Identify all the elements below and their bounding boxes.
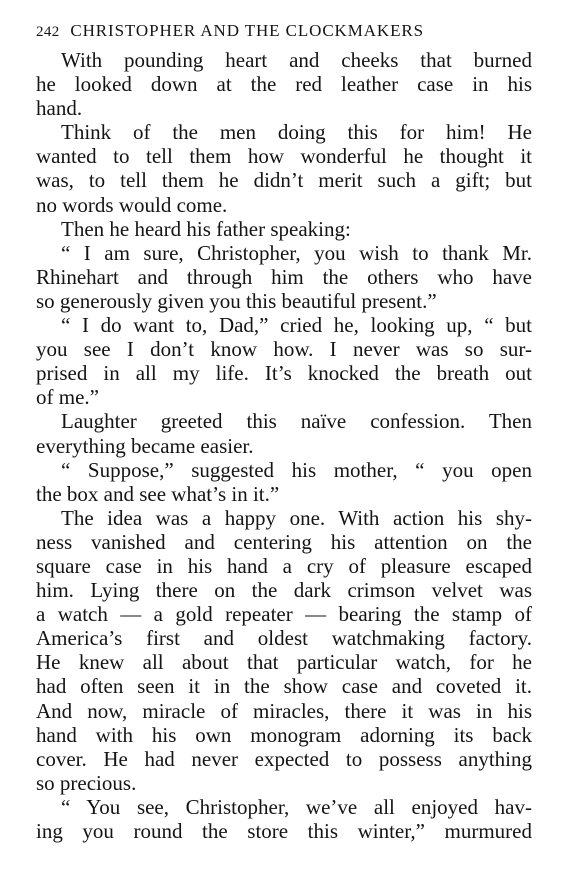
text-line: was, to tell them he didn’t merit such a gift; but [36, 168, 532, 193]
text-line: of me.” [36, 385, 99, 410]
book-page [36, 18, 532, 843]
text-line: hand. [36, 96, 83, 121]
text-line: Laughter greeted this naïve confession. Then [61, 409, 532, 434]
text-line: Rhinehart and through him the others who have [36, 264, 532, 289]
text-line: ing you round the store this winter,” murmured [36, 819, 532, 843]
text-line: wanted to tell them how wonderful he thought it [36, 144, 532, 169]
text-line: Think of the men doing this for him! He [61, 120, 532, 145]
text-line: square case in his hand a cry of pleasure escaped [36, 553, 532, 578]
text-line: The idea was a happy one. With action his shy- [61, 505, 532, 530]
text-line: him. Lying there on the dark crimson velvet was [36, 578, 532, 603]
body-text [36, 48, 532, 843]
text-line: “ You see, Christopher, we’ve all enjoyed hav- [61, 794, 532, 819]
text-line: everything became easier. [36, 433, 254, 458]
text-line: With pounding heart and cheeks that burned [61, 48, 532, 72]
page-number: 242 [36, 24, 60, 40]
text-line: you see I don’t know how. I never was so sur- [36, 337, 532, 362]
text-line: America’s first and oldest watchmaking factory. [36, 626, 532, 651]
text-line: And now, miracle of miracles, there it was in his [36, 698, 532, 723]
text-line: He knew all about that particular watch, for he [36, 650, 532, 675]
text-line: “ I do want to, Dad,” cried he, looking up, “ but [61, 313, 532, 338]
text-line: the box and see what’s in it.” [36, 481, 280, 506]
text-line: hand with his own monogram adorning its back [36, 722, 532, 747]
running-head [36, 18, 532, 48]
text-line: “ I am sure, Christopher, you wish to thank Mr. [61, 240, 532, 265]
text-line: he looked down at the red leather case in his [36, 72, 532, 97]
text-line: cover. He had never expected to possess anything [36, 746, 532, 771]
text-line: ness vanished and centering his attention on the [36, 529, 532, 554]
text-line: prised in all my life. It’s knocked the breath out [36, 361, 532, 386]
text-line: so generously given you this beautiful present.” [36, 288, 437, 313]
text-line: so precious. [36, 770, 137, 795]
text-line: a watch — a gold repeater — bearing the stamp of [36, 602, 532, 627]
text-line: “ Suppose,” suggested his mother, “ you open [61, 457, 532, 482]
running-title: CHRISTOPHER AND THE CLOCKMAKERS [70, 21, 424, 40]
text-line: had often seen it in the show case and coveted it. [36, 674, 532, 699]
text-line: Then he heard his father speaking: [61, 216, 351, 241]
text-line: no words would come. [36, 192, 228, 217]
